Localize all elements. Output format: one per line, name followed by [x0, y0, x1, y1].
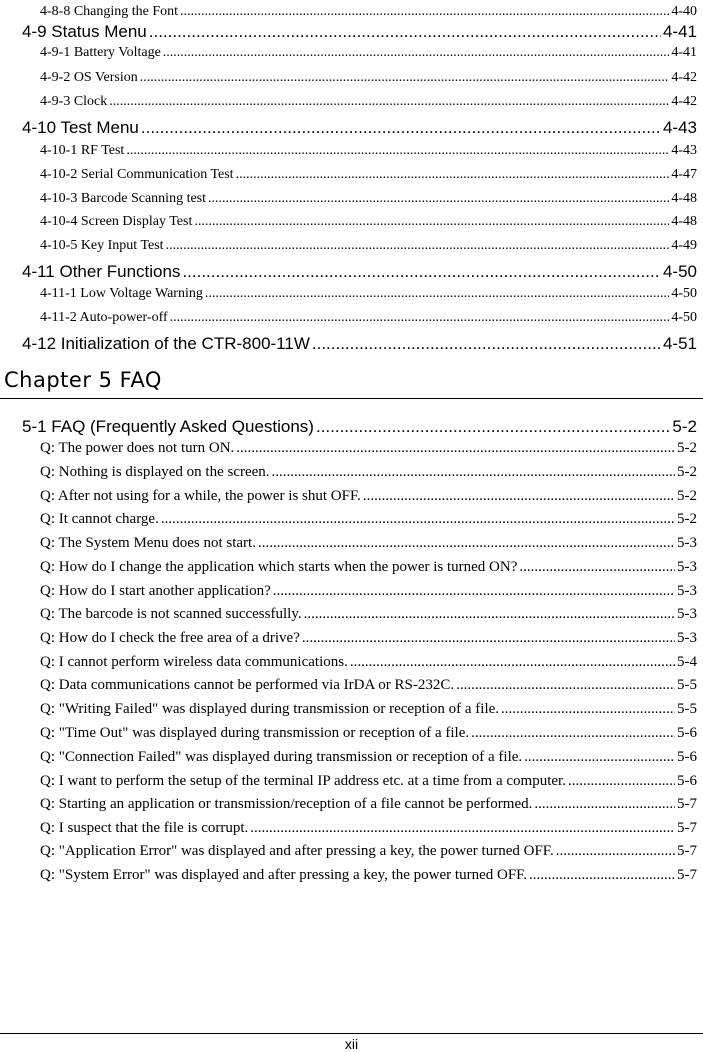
toc-entry-title: Q: How do I change the application which starts when the power is turned ON?	[40, 559, 518, 575]
toc-entry-page: 5-7	[677, 820, 697, 836]
toc-entry[interactable]	[40, 796, 697, 813]
toc-leader-dots	[258, 535, 675, 552]
toc-entry-page: 5-5	[677, 677, 697, 693]
toc-entry-title: 4-10-4 Screen Display Test	[40, 214, 193, 229]
toc-leader-dots	[350, 654, 675, 671]
toc-leader-dots	[163, 45, 670, 61]
toc-entry[interactable]	[40, 4, 697, 20]
toc-leader-dots	[208, 191, 669, 207]
toc-entry[interactable]	[40, 820, 697, 837]
toc-entry-page: 4-42	[671, 94, 697, 109]
toc-entry-title: Q: "Connection Failed" was displayed during transmission or reception of a file.	[40, 749, 523, 765]
toc-entry-page: 4-50	[671, 286, 697, 301]
toc-entry-page: 5-3	[677, 535, 697, 551]
toc-entry[interactable]	[40, 606, 697, 623]
toc-entry-page: 5-7	[677, 843, 697, 859]
toc-leader-dots	[529, 867, 675, 884]
toc-entry[interactable]	[40, 559, 697, 576]
toc-leader-dots	[236, 167, 670, 183]
toc-entry[interactable]	[40, 488, 697, 505]
toc-leader-dots	[524, 749, 675, 766]
toc-entry[interactable]	[40, 286, 697, 302]
toc-entry-title: Q: "Writing Failed" was displayed during transmission or reception of a file.	[40, 701, 500, 717]
toc-leader-dots	[304, 606, 675, 623]
toc-entry-title: Q: "Application Error" was displayed and after pressing a key, the power turned OFF.	[40, 843, 554, 859]
toc-leader-dots	[519, 559, 675, 576]
toc-entry-title: Q: Nothing is displayed on the screen.	[40, 464, 270, 480]
toc-leader-dots	[273, 583, 675, 600]
toc-leader-dots	[568, 773, 675, 790]
toc-entry[interactable]	[40, 143, 697, 159]
toc-entry-page: 4-51	[662, 334, 697, 353]
toc-entry[interactable]	[40, 535, 697, 552]
toc-leader-dots	[141, 118, 661, 138]
toc-entry[interactable]	[40, 511, 697, 528]
toc-entry-page: 5-3	[677, 630, 697, 646]
toc-leader-dots	[166, 238, 670, 254]
page-number: xii	[344, 1036, 359, 1052]
toc-entry-title: Q: I suspect that the file is corrupt.	[40, 820, 249, 836]
toc-entry-title: Q: How do I start another application?	[40, 583, 271, 599]
toc-entry[interactable]	[40, 725, 697, 742]
toc-entry-title: 4-12 Initialization of the CTR-800-11W	[22, 334, 310, 353]
toc-entry[interactable]	[22, 118, 697, 138]
toc-leader-dots	[272, 464, 675, 481]
toc-entry-page: 4-43	[671, 143, 697, 158]
toc-entry-title: Q: The power does not turn ON.	[40, 440, 235, 456]
toc-entry-title: Q: Starting an application or transmission/reception of a file cannot be performed.	[40, 796, 533, 812]
toc-entry-title: 4-10-5 Key Input Test	[40, 238, 164, 253]
toc-leader-dots	[205, 286, 669, 302]
toc-leader-dots	[501, 701, 675, 718]
toc-entry[interactable]	[40, 214, 697, 230]
toc-entry[interactable]	[22, 417, 697, 437]
toc-leader-dots	[170, 310, 670, 326]
toc-entry[interactable]	[40, 191, 697, 207]
toc-leader-dots	[316, 417, 670, 437]
toc-entry-page: 5-3	[677, 583, 697, 599]
toc-entry-title: 4-11 Other Functions	[22, 262, 181, 281]
toc-entry[interactable]	[40, 654, 697, 671]
toc-entry-page: 4-40	[671, 4, 697, 19]
toc-leader-dots	[149, 22, 661, 42]
toc-entry-page: 5-3	[677, 559, 697, 575]
footer-rule	[0, 1033, 703, 1034]
toc-entry[interactable]	[40, 843, 697, 860]
toc-entry[interactable]	[40, 440, 697, 457]
toc-entry-title: Q: I cannot perform wireless data communications.	[40, 654, 348, 670]
toc-leader-dots	[161, 511, 675, 528]
toc-entry-page: 5-6	[677, 773, 697, 789]
toc-entry-page: 5-2	[672, 417, 697, 436]
toc-entry-page: 4-42	[671, 70, 697, 85]
toc-leader-dots	[236, 440, 675, 457]
toc-entry[interactable]	[40, 45, 697, 61]
toc-entry-page: 5-6	[677, 725, 697, 741]
toc-leader-dots	[534, 796, 675, 813]
toc-entry[interactable]	[40, 773, 697, 790]
toc-entry[interactable]	[22, 22, 697, 42]
toc-entry-page: 4-47	[671, 167, 697, 182]
toc-entry[interactable]	[40, 583, 697, 600]
toc-leader-dots	[109, 94, 669, 110]
toc-entry[interactable]	[40, 167, 697, 183]
toc-entry-title: Q: "Time Out" was displayed during transmission or reception of a file.	[40, 725, 470, 741]
toc-entry-title: 5-1 FAQ (Frequently Asked Questions)	[22, 417, 314, 436]
toc-entry-page: 4-41	[662, 22, 697, 41]
toc-entry-title: 4-9-3 Clock	[40, 94, 108, 109]
toc-leader-dots	[471, 725, 675, 742]
toc-entry-title: Q: It cannot charge.	[40, 511, 159, 527]
toc-entry-page: 5-2	[677, 440, 697, 456]
toc-entry-page: 4-50	[662, 262, 697, 281]
toc-entry-title: 4-8-8 Changing the Font	[40, 4, 179, 19]
toc-leader-dots	[556, 843, 675, 860]
toc-entry-page: 5-7	[677, 796, 697, 812]
toc-leader-dots	[312, 334, 661, 354]
toc-entry-title: Q: The System Menu does not start.	[40, 535, 256, 551]
toc-entry-page: 5-5	[677, 701, 697, 717]
toc-entry[interactable]	[40, 677, 697, 694]
toc-entry-title: 4-10-2 Serial Communication Test	[40, 167, 234, 182]
toc-leader-dots	[126, 143, 669, 159]
toc-entry[interactable]	[40, 70, 697, 86]
toc-entry[interactable]	[40, 630, 697, 647]
toc-entry-title: 4-9 Status Menu	[22, 22, 147, 41]
toc-entry-title: Q: How do I check the free area of a drive?	[40, 630, 300, 646]
toc-entry-page: 5-2	[677, 464, 697, 480]
toc-leader-dots	[302, 630, 675, 647]
toc-entry-page: 4-48	[671, 191, 697, 206]
toc-entry-title: 4-10-3 Barcode Scanning test	[40, 191, 207, 206]
toc-entry-page: 5-6	[677, 749, 697, 765]
toc-entry-page: 4-49	[671, 238, 697, 253]
chapter-rule	[0, 398, 703, 399]
toc-entry-page: 5-7	[677, 867, 697, 883]
chapter-heading: Chapter 5 FAQ	[4, 368, 162, 392]
toc-entry-title: Q: After not using for a while, the power is shut OFF.	[40, 488, 361, 504]
toc-entry-page: 5-2	[677, 511, 697, 527]
toc-entry-title: 4-10-1 RF Test	[40, 143, 125, 158]
toc-entry[interactable]	[40, 867, 697, 884]
toc-entry-page: 4-50	[671, 310, 697, 325]
toc-entry[interactable]	[22, 262, 697, 282]
toc-entry-title: Q: Data communications cannot be performed via IrDA or RS-232C.	[40, 677, 455, 693]
toc-entry[interactable]	[40, 310, 697, 326]
toc-entry-title: Q: "System Error" was displayed and after pressing a key, the power turned OFF.	[40, 867, 528, 883]
toc-leader-dots	[456, 677, 675, 694]
toc-entry-page: 4-48	[671, 214, 697, 229]
toc-entry-title: 4-11-2 Auto-power-off	[40, 310, 168, 325]
toc-entry-title: Q: I want to perform the setup of the terminal IP address etc. at a time from a computer.	[40, 773, 566, 789]
toc-entry-title: Q: The barcode is not scanned successfully.	[40, 606, 302, 622]
toc-leader-dots	[194, 214, 669, 230]
toc-entry[interactable]	[40, 701, 697, 718]
toc-entry[interactable]	[40, 464, 697, 481]
toc-leader-dots	[180, 4, 669, 20]
toc-entry-page: 5-4	[677, 654, 697, 670]
toc-entry-title: 4-9-2 OS Version	[40, 70, 138, 85]
toc-entry-title: 4-9-1 Battery Voltage	[40, 45, 161, 60]
toc-leader-dots	[250, 820, 675, 837]
toc-entry-title: 4-10 Test Menu	[22, 118, 139, 137]
toc-entry-title: 4-11-1 Low Voltage Warning	[40, 286, 203, 301]
toc-leader-dots	[182, 262, 661, 282]
toc-entry-page: 4-43	[662, 118, 697, 137]
toc-leader-dots	[140, 70, 670, 86]
toc-entry[interactable]	[40, 749, 697, 766]
toc-entry-page: 4-41	[671, 45, 697, 60]
toc-entry[interactable]	[22, 334, 697, 354]
toc-leader-dots	[363, 488, 675, 505]
toc-entry[interactable]	[40, 238, 697, 254]
toc-entry-page: 5-2	[677, 488, 697, 504]
toc-entry[interactable]	[40, 94, 697, 110]
toc-entry-page: 5-3	[677, 606, 697, 622]
